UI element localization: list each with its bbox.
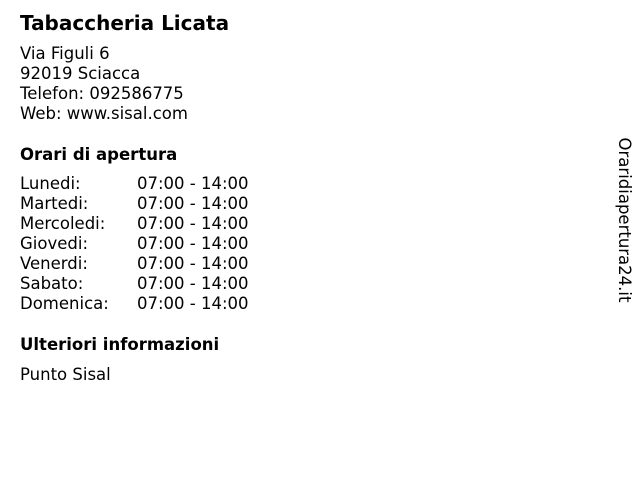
business-contact [20,44,188,124]
address-city: 92019 Sciacca [20,64,141,83]
hours-row-monday [20,174,249,194]
day-label: Martedi: [20,194,89,213]
hours-row-thursday [20,234,249,254]
time-range: 07:00 - 14:00 [137,294,249,313]
day-label: Domenica: [20,294,109,313]
hours-row-saturday [20,274,249,294]
hours-row-wednesday [20,214,249,234]
opening-hours-table [20,174,249,314]
day-label: Sabato: [20,274,84,293]
day-label: Mercoledi: [20,214,106,233]
time-range: 07:00 - 14:00 [137,234,249,253]
site-watermark: Oraridiapertura24.it [615,137,634,303]
business-name: Tabaccheria Licata [20,11,230,35]
hours-row-sunday [20,294,249,314]
time-range: 07:00 - 14:00 [137,194,249,213]
hours-row-friday [20,254,249,274]
time-range: 07:00 - 14:00 [137,254,249,273]
time-range: 07:00 - 14:00 [137,214,249,233]
phone-number: Telefon: 092586775 [20,84,184,103]
additional-info-text: Punto Sisal [20,365,111,384]
address-street: Via Figuli 6 [20,44,110,63]
website: Web: www.sisal.com [20,104,188,123]
hours-row-tuesday [20,194,249,214]
day-label: Lunedi: [20,174,81,193]
additional-info-heading: Ulteriori informazioni [20,335,220,354]
opening-hours-heading: Orari di apertura [20,145,178,164]
time-range: 07:00 - 14:00 [137,174,249,193]
time-range: 07:00 - 14:00 [137,274,249,293]
day-label: Venerdi: [20,254,88,273]
day-label: Giovedi: [20,234,88,253]
